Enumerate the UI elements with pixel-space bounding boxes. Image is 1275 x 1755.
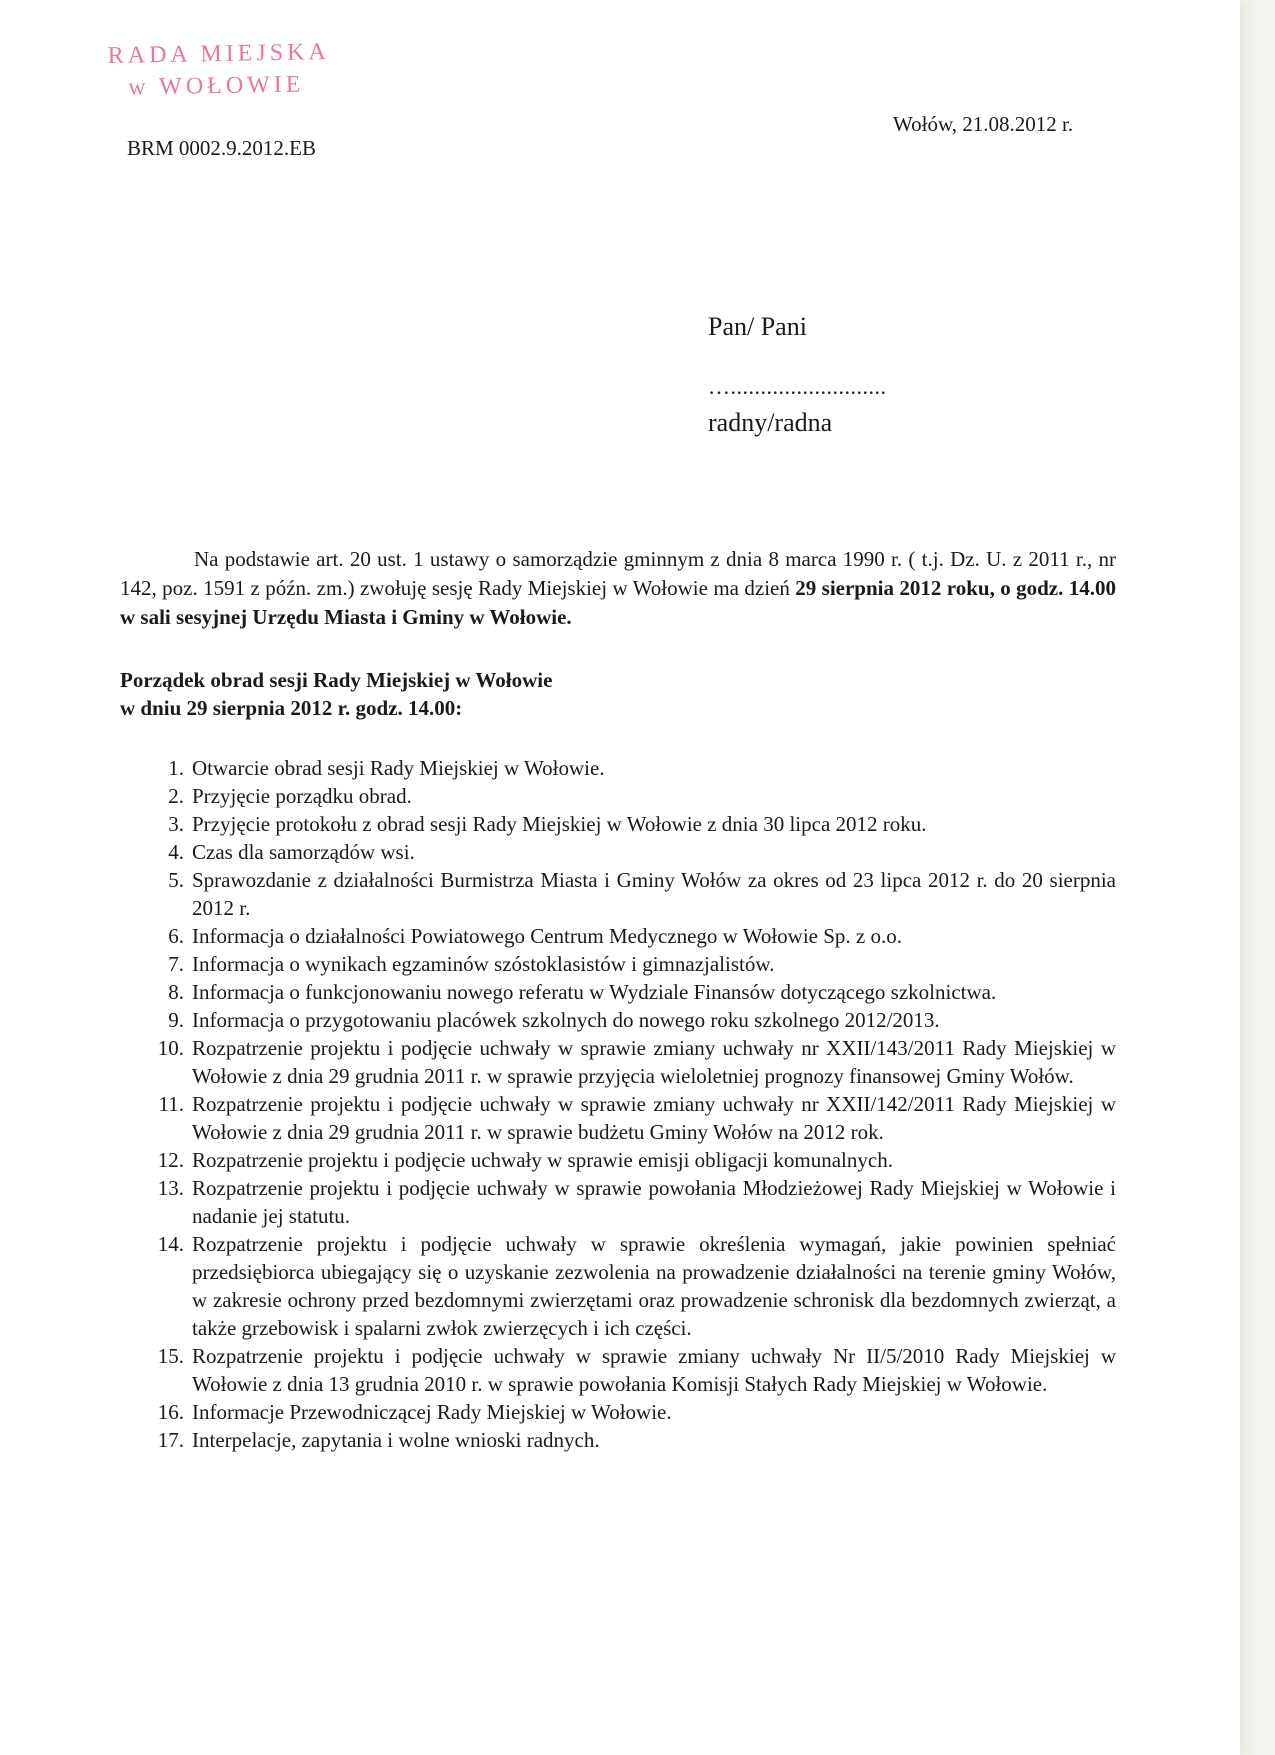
agenda-item-number: 4. — [168, 840, 184, 864]
agenda-item-number: 16. — [157, 1400, 184, 1424]
council-stamp — [107, 36, 330, 104]
agenda-item-text: Informacje Przewodniczącej Rady Miejskiej w Wołowie. — [192, 1400, 672, 1424]
agenda-item — [120, 1426, 1116, 1454]
reference-number: BRM 0002.9.2012.EB — [127, 136, 317, 160]
recipient-role: radny/radna — [708, 408, 833, 437]
agenda-item-text: Informacja o wynikach egzaminów szóstoklasistów i gimnazjalistów. — [192, 952, 775, 976]
agenda-item — [120, 1090, 1116, 1146]
recipient-name-placeholder: ….......................... — [708, 374, 887, 399]
recipient-salutation: Pan/ Pani — [708, 312, 807, 341]
agenda-item-text: Rozpatrzenie projektu i podjęcie uchwały w sprawie zmiany uchwały Nr II/5/2010 Rady Miejskiej w Wołowie z dnia 13 grudnia 2010 r. w sprawie powołania Komisji Stałych Rady Miejskiej w Wołowie. — [192, 1344, 1116, 1396]
agenda-item — [120, 950, 1116, 978]
agenda-item-text: Informacja o funkcjonowaniu nowego referatu w Wydziale Finansów dotyczącego szkolnictwa. — [192, 980, 997, 1004]
agenda-item-number: 15. — [157, 1344, 184, 1368]
agenda-item-number: 7. — [168, 952, 184, 976]
agenda-title-line-1: Porządek obrad sesji Rady Miejskiej w Wołowie — [120, 668, 553, 692]
agenda-item — [120, 1342, 1116, 1398]
agenda-title — [120, 666, 552, 722]
agenda-list — [120, 754, 1116, 1454]
agenda-item-number: 9. — [168, 1008, 184, 1032]
agenda-item-text: Czas dla samorządów wsi. — [192, 840, 415, 864]
agenda-item-text: Informacja o przygotowaniu placówek szkolnych do nowego roku szkolnego 2012/2013. — [192, 1008, 940, 1032]
agenda-item-number: 5. — [168, 868, 184, 892]
agenda-item — [120, 1230, 1116, 1342]
agenda-item-text: Sprawozdanie z działalności Burmistrza Miasta i Gminy Wołów za okres od 23 lipca 2012 r. do 20 sierpnia 2012 r. — [192, 868, 1116, 920]
intro-text: Na podstawie art. 20 ust. 1 ustawy o samorządzie gminnym z dnia 8 marca 1990 r. ( t.j. Dz. U. z 2011 r., nr 142, poz. 1591 z późn. zm.) zwołuję sesję Rady Miejskiej w Wołowie ma dzień — [120, 547, 1116, 600]
agenda-item-number: 8. — [168, 980, 184, 1004]
agenda-item — [120, 1146, 1116, 1174]
agenda-item — [120, 978, 1116, 1006]
agenda-item-number: 17. — [157, 1428, 184, 1452]
agenda-item-number: 1. — [168, 756, 184, 780]
agenda-item-number: 6. — [168, 924, 184, 948]
agenda-item-text: Przyjęcie protokołu z obrad sesji Rady Miejskiej w Wołowie z dnia 30 lipca 2012 roku. — [192, 812, 927, 836]
stamp-line-1: RADA MIEJSKA — [107, 39, 330, 69]
agenda-item — [120, 1174, 1116, 1230]
agenda-item-text: Rozpatrzenie projektu i podjęcie uchwały w sprawie zmiany uchwały nr XXII/142/2011 Rady Miejskiej w Wołowie z dnia 29 grudnia 2011 r. w sprawie budżetu Gminy Wołów na 2012 rok. — [192, 1092, 1116, 1144]
agenda-item-text: Otwarcie obrad sesji Rady Miejskiej w Wołowie. — [192, 756, 605, 780]
agenda-item — [120, 1006, 1116, 1034]
stamp-line-2: w WOŁOWIE — [128, 71, 305, 101]
agenda-item-text: Przyjęcie porządku obrad. — [192, 784, 412, 808]
agenda-item-text: Interpelacje, zapytania i wolne wnioski radnych. — [192, 1428, 600, 1452]
agenda-item-number: 11. — [158, 1092, 184, 1116]
agenda-item — [120, 838, 1116, 866]
agenda-item — [120, 922, 1116, 950]
intro-paragraph — [120, 545, 1116, 632]
agenda-item — [120, 1034, 1116, 1090]
agenda-item-text: Rozpatrzenie projektu i podjęcie uchwały w sprawie emisji obligacji komunalnych. — [192, 1148, 893, 1172]
agenda-item-number: 2. — [168, 784, 184, 808]
agenda-item — [120, 866, 1116, 922]
agenda-item-text: Rozpatrzenie projektu i podjęcie uchwały w sprawie zmiany uchwały nr XXII/143/2011 Rady Miejskiej w Wołowie z dnia 29 grudnia 2011 r. w sprawie przyjęcia wieloletniej prognozy finansowej Gminy Wołów. — [192, 1036, 1116, 1088]
agenda-item — [120, 782, 1116, 810]
agenda-item — [120, 810, 1116, 838]
agenda-item — [120, 754, 1116, 782]
place-date: Wołów, 21.08.2012 r. — [893, 112, 1074, 136]
agenda-item-text: Informacja o działalności Powiatowego Centrum Medycznego w Wołowie Sp. z o.o. — [192, 924, 903, 948]
agenda-item — [120, 1398, 1116, 1426]
agenda-item-text: Rozpatrzenie projektu i podjęcie uchwały w sprawie określenia wymagań, jakie powinien spełniać przedsiębiorca ubiegający się o uzyskanie zezwolenia na prowadzenie działalności na terenie gminy Wołów, w zakresie ochrony przed bezdomnymi zwierzętami oraz prowadzenie schronisk dla bezdomnych zwierząt, a także grzebowisk i spalarni zwłok zwierzęcych i ich części. — [192, 1232, 1116, 1340]
agenda-item-number: 12. — [157, 1148, 184, 1172]
agenda-item-number: 14. — [157, 1232, 184, 1256]
agenda-title-line-2: w dniu 29 sierpnia 2012 r. godz. 14.00: — [120, 696, 463, 720]
agenda-item-number: 3. — [168, 812, 184, 836]
agenda-item-number: 10. — [157, 1036, 184, 1060]
intro-bold-text: 29 sierpnia 2012 roku, o godz. 14.00 w sali sesyjnej Urzędu Miasta i Gminy w Wołowie. — [120, 576, 1116, 629]
agenda-item-text: Rozpatrzenie projektu i podjęcie uchwały w sprawie powołania Młodzieżowej Rady Miejskiej w Wołowie i nadanie jej statutu. — [192, 1176, 1116, 1228]
agenda-item-number: 13. — [157, 1176, 184, 1200]
